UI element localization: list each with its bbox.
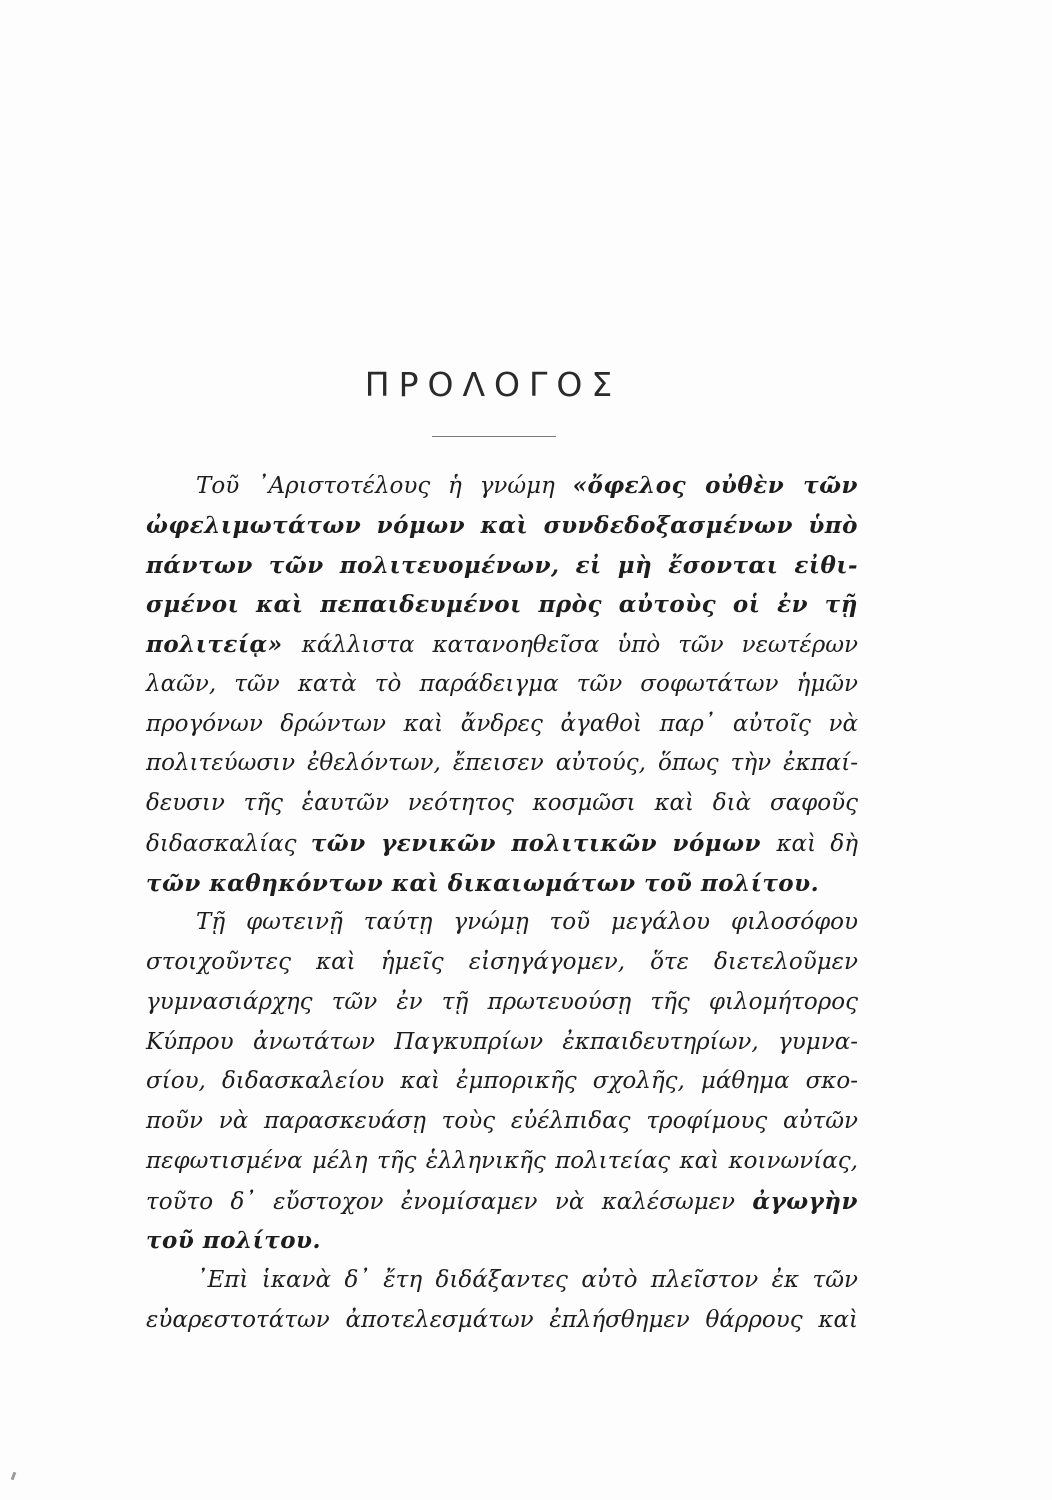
text-line — [146, 824, 858, 864]
text-line — [146, 585, 858, 625]
bold-text-segment: «ὄφελος οὐθὲν τῶν — [572, 472, 858, 499]
text-segment: Τοῦ ᾿Αριστοτέλους ἡ γνώμη — [196, 473, 573, 499]
text-line — [146, 1221, 858, 1261]
text-line — [146, 943, 858, 983]
text-segment: κάλλιστα κατανοηθεῖσα ὑπὸ τῶν νεωτέρων — [301, 632, 859, 658]
text-segment: στοιχοῦντες καὶ ἡμεῖς εἰσηγάγομεν, ὅτε διετελοῦμεν — [146, 949, 858, 975]
text-line — [146, 1182, 858, 1222]
text-line — [146, 506, 858, 546]
bold-text-segment: ὠφελιμωτάτων νόμων καὶ συνδεδοξασμένων ὑπὸ — [146, 511, 858, 539]
body-text — [146, 466, 858, 1341]
text-line — [146, 665, 858, 705]
bold-text-segment: τῶν γενικῶν πολιτικῶν νόμων — [310, 829, 777, 857]
bold-text-segment: πολιτείᾳ» — [146, 631, 302, 658]
text-segment: γυμνασιάρχης τῶν ἐν τῇ πρωτευούσῃ τῆς φιλομήτορος — [146, 988, 858, 1015]
text-line — [146, 625, 858, 665]
bold-text-segment: ἀγωγὴν — [752, 1187, 858, 1215]
text-line — [146, 1023, 858, 1063]
text-line — [146, 1261, 858, 1301]
text-segment: σίου, διδασκαλείου καὶ ἐμπορικῆς σχολῆς, μάθημα σκο- — [146, 1068, 858, 1095]
title-divider — [432, 436, 556, 437]
text-line — [146, 1301, 858, 1341]
text-line — [146, 466, 858, 506]
text-segment: πεφωτισμένα μέλη τῆς ἑλληνικῆς πολιτείας καὶ κοινωνίας, — [146, 1147, 858, 1174]
bold-text-segment: τοῦ πολίτου. — [146, 1227, 321, 1255]
text-line — [146, 1142, 858, 1182]
text-line — [146, 705, 858, 745]
text-segment: καὶ δὴ — [776, 830, 858, 857]
text-line — [146, 1102, 858, 1142]
text-segment: τοῦτο δ᾿ εὔστοχον ἐνομίσαμεν νὰ καλέσωμεν — [146, 1188, 753, 1215]
text-segment: λαῶν, τῶν κατὰ τὸ παράδειγμα τῶν σοφωτάτων ἡμῶν — [146, 670, 858, 697]
text-line — [146, 903, 858, 943]
text-segment: διδασκαλίας — [146, 830, 311, 857]
bold-text-segment: σμένοι καὶ πεπαιδευμένοι πρὸς αὐτοὺς οἱ ἐν τῇ — [146, 591, 858, 619]
paper-speck — [11, 1472, 17, 1481]
text-segment: πολιτεύωσιν ἐθελόντων, ἔπεισεν αὐτούς, ὅπως τὴν ἐκπαί- — [146, 750, 858, 777]
text-line — [146, 864, 858, 904]
text-segment: εὐαρεστοτάτων ἀποτελεσμάτων ἐπλήσθημεν θάρρους καὶ — [146, 1306, 858, 1333]
text-segment: Τῇ φωτεινῇ ταύτῃ γνώμῃ τοῦ μεγάλου φιλοσόφου — [196, 909, 858, 936]
text-line — [146, 744, 858, 784]
text-segment: προγόνων δρώντων καὶ ἄνδρες ἀγαθοὶ παρ᾿ αὐτοῖς νὰ — [146, 710, 858, 737]
bold-text-segment: πάντων τῶν πολιτευομένων, εἰ μὴ ἔσονται εἰθι- — [146, 551, 858, 579]
text-line — [146, 784, 858, 824]
text-line — [146, 546, 858, 586]
text-segment: δευσιν τῆς ἑαυτῶν νεότητος κοσμῶσι καὶ διὰ σαφοῦς — [146, 790, 858, 816]
bold-text-segment: τῶν καθηκόντων καὶ δικαιωμάτων τοῦ πολίτου. — [146, 869, 820, 897]
text-segment: ποῦν νὰ παρασκευάσῃ τοὺς εὐέλπιδας τροφίμους αὐτῶν — [146, 1108, 858, 1134]
text-line — [146, 983, 858, 1023]
page-title: ΠΡΟΛΟΓΟΣ — [364, 365, 622, 404]
text-line — [146, 1062, 858, 1102]
text-segment: ᾿Επὶ ἱκανὰ δ᾿ ἔτη διδάξαντες αὐτὸ πλεῖστον ἐκ τῶν — [196, 1267, 858, 1293]
text-segment: Κύπρου ἀνωτάτων Παγκυπρίων ἐκπαιδευτηρίων, γυμνα- — [146, 1028, 858, 1055]
